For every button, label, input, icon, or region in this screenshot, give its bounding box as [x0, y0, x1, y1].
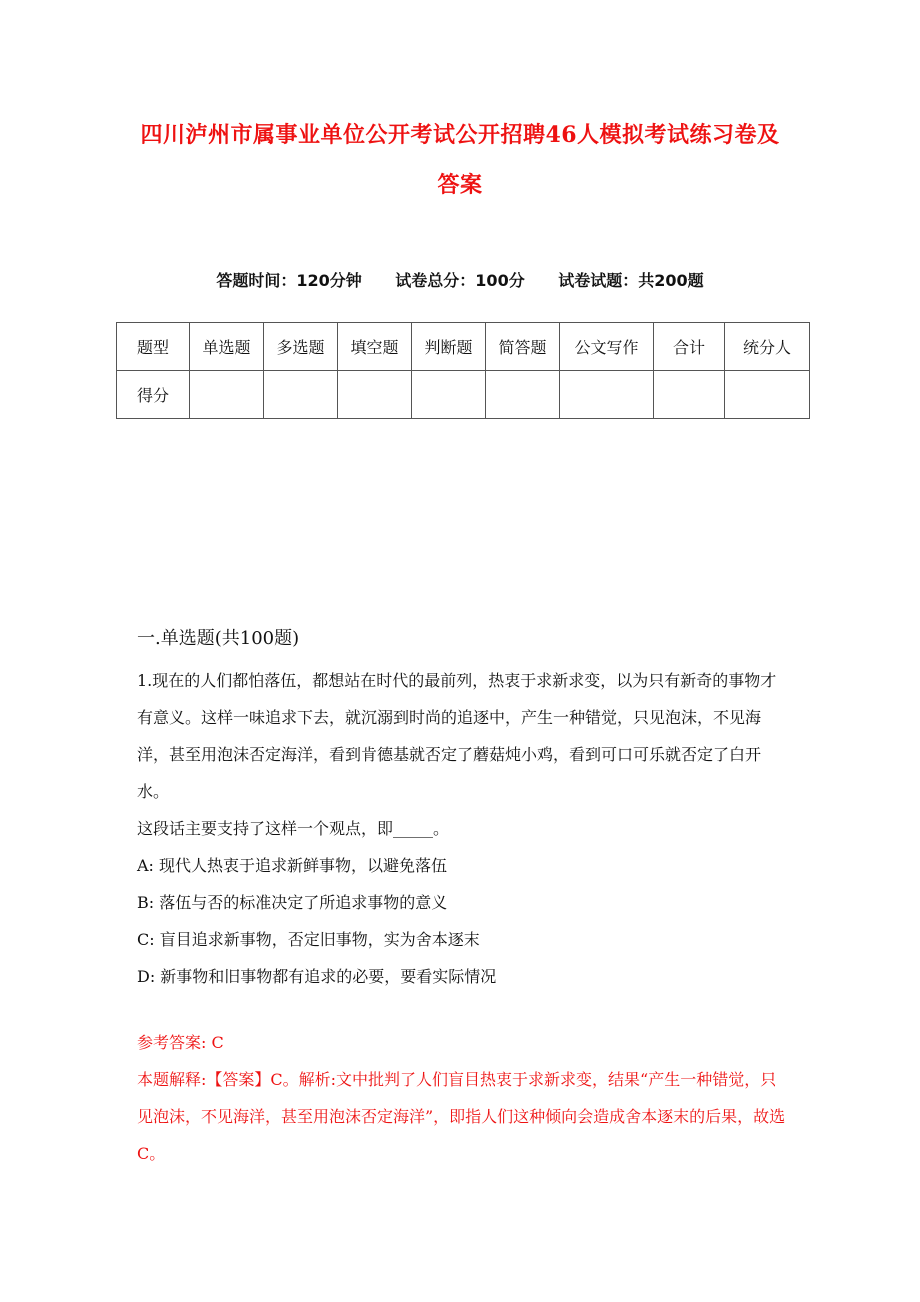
score-table-score-row [117, 371, 810, 419]
option-a: A: 现代人热衷于追求新鲜事物，以避免落伍 [137, 856, 448, 875]
exam-question-count: 试卷试题：共200题 [558, 271, 704, 290]
section-title: 一.单选题(共100题) [137, 628, 300, 649]
score-cell [486, 371, 560, 419]
header-cell: 统分人 [725, 323, 810, 371]
answer-block [137, 1024, 787, 1172]
option-d: D: 新事物和旧事物都有追求的必要，要看实际情况 [137, 967, 497, 986]
score-cell [725, 371, 810, 419]
header-cell: 填空题 [338, 323, 412, 371]
score-table-header-row [117, 323, 810, 371]
question-prompt: 这段话主要支持了这样一个观点，即_____。 [137, 819, 450, 838]
header-cell: 公文写作 [560, 323, 654, 371]
document-title: 四川泸州市属事业单位公开考试公开招聘46人模拟考试练习卷及答案 [140, 122, 780, 198]
header-cell: 合计 [654, 323, 725, 371]
question-block [137, 662, 787, 995]
header-cell: 简答题 [486, 323, 560, 371]
header-cell: 判断题 [412, 323, 486, 371]
option-b: B: 落伍与否的标准决定了所追求事物的意义 [137, 893, 448, 912]
header-cell: 单选题 [190, 323, 264, 371]
option-c: C: 盲目追求新事物，否定旧事物，实为舍本逐末 [137, 930, 480, 949]
score-cell [654, 371, 725, 419]
score-table [116, 322, 810, 419]
score-cell [560, 371, 654, 419]
answer-explanation: 本题解释:【答案】C。解析:文中批判了人们盲目热衷于求新求变，结果“产生一种错觉，只见泡沫，不见海洋，甚至用泡沫否定海洋”，即指人们这种倾向会造成舍本逐末的后果，故选C。 [137, 1070, 786, 1163]
question-stem: 1.现在的人们都怕落伍，都想站在时代的最前列，热衷于求新求变，以为只有新奇的事物才有意义。这样一味追求下去，就沉溺到时尚的追逐中，产生一种错觉，只见泡沫，不见海洋，甚至用泡沫否定海洋，看到肯德基就否定了蘑菇炖小鸡，看到可口可乐就否定了白开水。 [137, 671, 777, 801]
score-cell [412, 371, 486, 419]
score-cell [264, 371, 338, 419]
score-cell [190, 371, 264, 419]
header-cell: 题型 [117, 323, 190, 371]
exam-time: 答题时间：120分钟 [216, 271, 362, 290]
score-cell [338, 371, 412, 419]
row-label-cell: 得分 [117, 371, 190, 419]
reference-answer: 参考答案: C [137, 1033, 224, 1052]
header-cell: 多选题 [264, 323, 338, 371]
exam-total-score: 试卷总分：100分 [395, 271, 525, 290]
exam-meta [0, 268, 920, 291]
